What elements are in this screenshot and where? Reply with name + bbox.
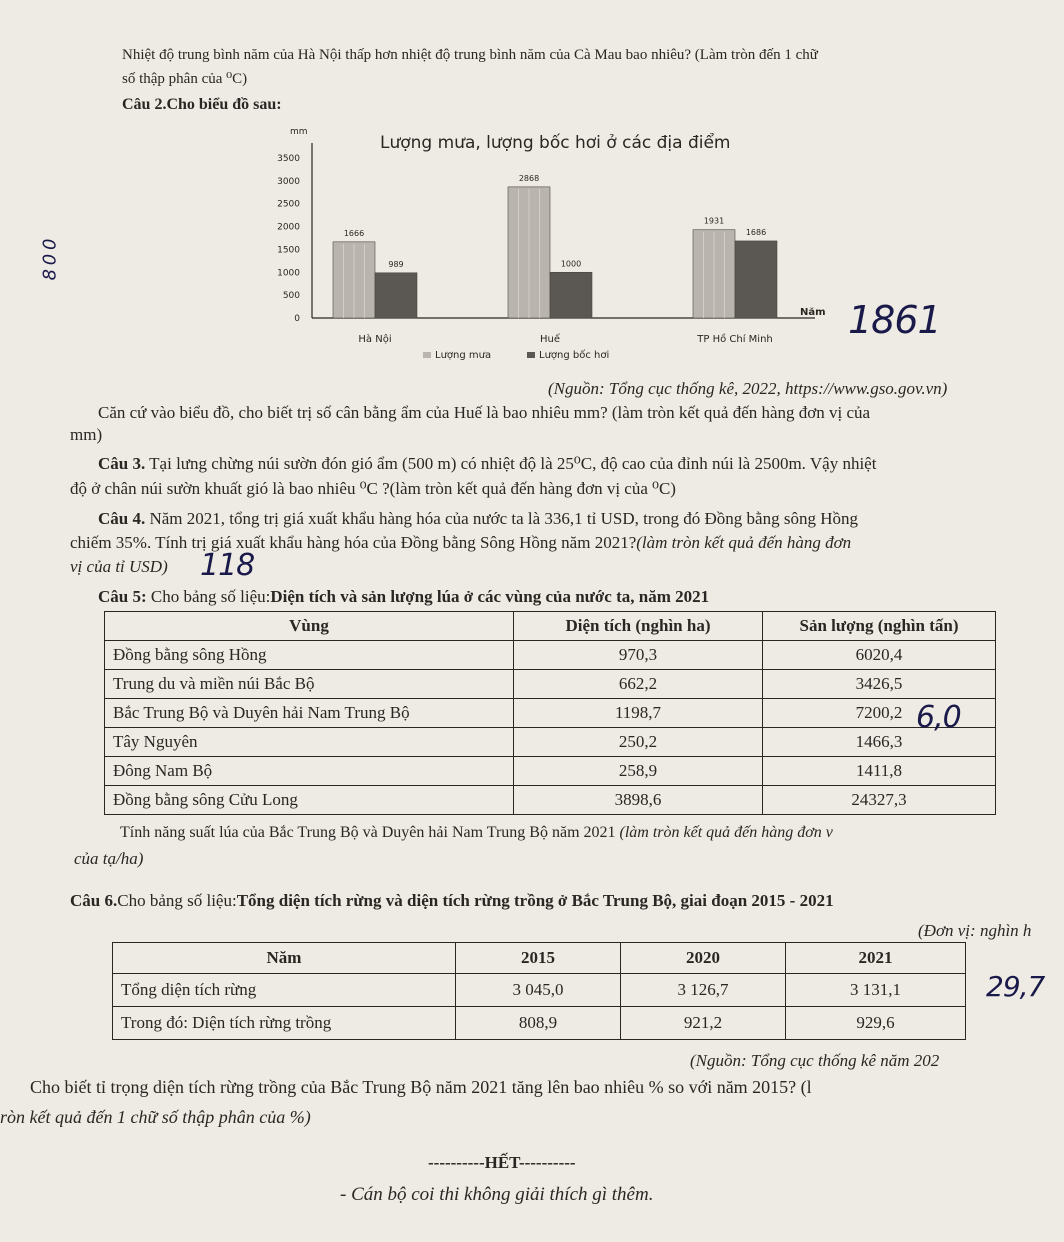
bar-value-label: 2868 xyxy=(518,173,540,183)
y-tick-label: 500 xyxy=(282,291,300,302)
chart-title: Lượng mưa, lượng bốc hơi ở các địa điểm xyxy=(380,133,731,153)
y-tick-label: 1500 xyxy=(277,245,300,256)
table-cell: Đồng bằng sông Cửu Long xyxy=(105,786,514,815)
q5-question-line1: Tính năng suất lúa của Bắc Trung Bộ và Duyên hải Nam Trung Bộ năm 2021 (làm tròn kết quả đến hàng đơn v xyxy=(120,824,833,841)
table-cell: Đồng bằng sông Hồng xyxy=(105,641,514,670)
q6-unit: (Đơn vị: nghìn h xyxy=(918,921,1032,940)
q2-heading: Câu 2.Cho biểu đồ sau: xyxy=(122,96,282,113)
footer-end: ----------HẾT---------- xyxy=(428,1153,576,1172)
table-cell: Tây Nguyên xyxy=(105,728,514,757)
legend-label: Lượng mưa xyxy=(435,350,492,361)
rain-evaporation-chart xyxy=(225,118,865,368)
table-header: 2020 xyxy=(621,943,786,974)
margin-scribble-icon: 8 0 0 xyxy=(39,239,61,281)
y-tick-label: 2500 xyxy=(277,199,300,210)
y-tick-label: 1000 xyxy=(277,268,300,279)
table-cell: 808,9 xyxy=(456,1007,621,1040)
table-cell: 3426,5 xyxy=(763,670,996,699)
q4-line1: Câu 4. Năm 2021, tổng trị giá xuất khẩu hàng hóa của nước ta là 336,1 tỉ USD, trong đó Đồng bằng sông Hồng xyxy=(98,509,858,528)
table-header: Diện tích (nghìn ha) xyxy=(514,612,763,641)
table-row xyxy=(113,974,966,1007)
q3-line1: Câu 3. Tại lưng chừng núi sườn đón gió ẩm (500 m) có nhiệt độ là 25⁰C, độ cao của đỉnh núi là 2500m. Vậy nhiệt xyxy=(98,454,877,473)
q2-text-line1: Căn cứ vào biểu đồ, cho biết trị số cân bằng ẩm của Huế là bao nhiêu mm? (làm tròn kết quả đến hàng đơn vị của xyxy=(98,403,871,422)
bar-value-label: 1000 xyxy=(560,259,582,269)
table-header: Năm xyxy=(113,943,456,974)
table-cell: 1466,3 xyxy=(763,728,996,757)
y-tick-label: 3500 xyxy=(277,154,300,164)
table-row xyxy=(105,757,996,786)
table-cell: 6020,4 xyxy=(763,641,996,670)
table-cell: 258,9 xyxy=(514,757,763,786)
q6-question-line1: Cho biết tỉ trọng diện tích rừng trồng của Bắc Trung Bộ năm 2021 tăng lên bao nhiêu % so với năm 2015? (l xyxy=(30,1077,812,1097)
table-row xyxy=(105,728,996,757)
q5-question-line2: của tạ/ha) xyxy=(74,849,144,868)
table-cell: 1198,7 xyxy=(514,699,763,728)
legend-swatch xyxy=(423,352,431,358)
table-cell: 970,3 xyxy=(514,641,763,670)
table-cell: 3 126,7 xyxy=(621,974,786,1007)
q6-table xyxy=(112,942,966,1040)
footer-note: - Cán bộ coi thi không giải thích gì thêm. xyxy=(340,1184,654,1205)
table-cell: 250,2 xyxy=(514,728,763,757)
table-cell: 3898,6 xyxy=(514,786,763,815)
bar-evaporation xyxy=(735,241,777,318)
y-tick-label: 3000 xyxy=(277,176,300,187)
table-row xyxy=(105,786,996,815)
table-header: 2021 xyxy=(786,943,966,974)
bar-value-label: 1666 xyxy=(343,228,365,238)
chart-ylabel: mm xyxy=(290,127,308,137)
y-tick-label: 2000 xyxy=(277,222,300,233)
q2-text-line2: mm) xyxy=(70,425,103,444)
table-row xyxy=(105,641,996,670)
q1-line2: số thập phân của ⁰C) xyxy=(122,71,248,87)
table-cell: Đông Nam Bộ xyxy=(105,757,514,786)
category-label: Huế xyxy=(539,334,561,345)
q2-handwritten-answer: 1861 xyxy=(848,298,941,342)
table-row xyxy=(113,1007,966,1040)
table-cell: 921,2 xyxy=(621,1007,786,1040)
bar-value-label: 1931 xyxy=(703,216,725,226)
table-cell: 7200,2 xyxy=(763,699,996,728)
table-cell: 662,2 xyxy=(514,670,763,699)
table-header: 2015 xyxy=(456,943,621,974)
q2-source: (Nguồn: Tổng cục thống kê, 2022, https://www.gso.gov.vn) xyxy=(548,379,948,398)
q6-heading: Câu 6.Cho bảng số liệu:Tổng diện tích rừng và diện tích rừng trồng ở Bắc Trung Bộ, giai đoạn 2015 - 2021 xyxy=(70,891,834,910)
table-header-row xyxy=(105,612,996,641)
bar-value-label: 1686 xyxy=(745,227,767,237)
table-row xyxy=(105,699,996,728)
q1-line1: Nhiệt độ trung bình năm của Hà Nội thấp hơn nhiệt độ trung bình năm của Cà Mau bao nhiêu? (Làm tròn đến 1 chữ xyxy=(122,47,818,63)
table-cell: 24327,3 xyxy=(763,786,996,815)
q6-question-line2: ròn kết quả đến 1 chữ số thập phân của %) xyxy=(0,1107,311,1127)
table-cell: Tổng diện tích rừng xyxy=(113,974,456,1007)
category-label: Hà Nội xyxy=(358,334,392,345)
legend-swatch xyxy=(527,352,535,358)
table-cell: Trong đó: Diện tích rừng trồng xyxy=(113,1007,456,1040)
q6-source: (Nguồn: Tổng cục thống kê năm 202 xyxy=(690,1051,940,1070)
chart-xlabel: Năm xyxy=(800,307,826,318)
table-header: Sản lượng (nghìn tấn) xyxy=(763,612,996,641)
bar-value-label: 989 xyxy=(388,259,404,269)
q4-handwritten-answer: 118 xyxy=(200,548,255,583)
bar-evaporation xyxy=(550,272,592,318)
table-cell: 1411,8 xyxy=(763,757,996,786)
q3-line2: độ ở chân núi sườn khuất gió là bao nhiêu ⁰C ?(làm tròn kết quả đến hàng đơn vị của ⁰C) xyxy=(70,479,676,498)
bar-evaporation xyxy=(375,273,417,318)
q4-line3: vị của tỉ USD) xyxy=(70,557,168,576)
legend-label: Lượng bốc hơi xyxy=(539,350,610,361)
q5-handwritten-answer: 6,0 xyxy=(916,700,961,735)
table-cell: 929,6 xyxy=(786,1007,966,1040)
category-label: TP Hồ Chí Minh xyxy=(697,334,773,345)
table-row xyxy=(105,670,996,699)
table-cell: Trung du và miền núi Bắc Bộ xyxy=(105,670,514,699)
q5-table xyxy=(104,611,996,815)
q5-heading: Câu 5: Cho bảng số liệu:Diện tích và sản lượng lúa ở các vùng của nước ta, năm 2021 xyxy=(98,587,710,606)
table-cell: 3 045,0 xyxy=(456,974,621,1007)
q6-handwritten-answer: 29,7 xyxy=(986,970,1045,1003)
q4-line2: chiếm 35%. Tính trị giá xuất khẩu hàng hóa của Đồng bằng Sông Hồng năm 2021?(làm tròn kết quả đến hàng đơn xyxy=(70,533,852,552)
table-cell: 3 131,1 xyxy=(786,974,966,1007)
y-tick-label: 0 xyxy=(294,314,300,324)
table-cell: Bắc Trung Bộ và Duyên hải Nam Trung Bộ xyxy=(105,699,514,728)
table-header: Vùng xyxy=(105,612,514,641)
table-header-row xyxy=(113,943,966,974)
